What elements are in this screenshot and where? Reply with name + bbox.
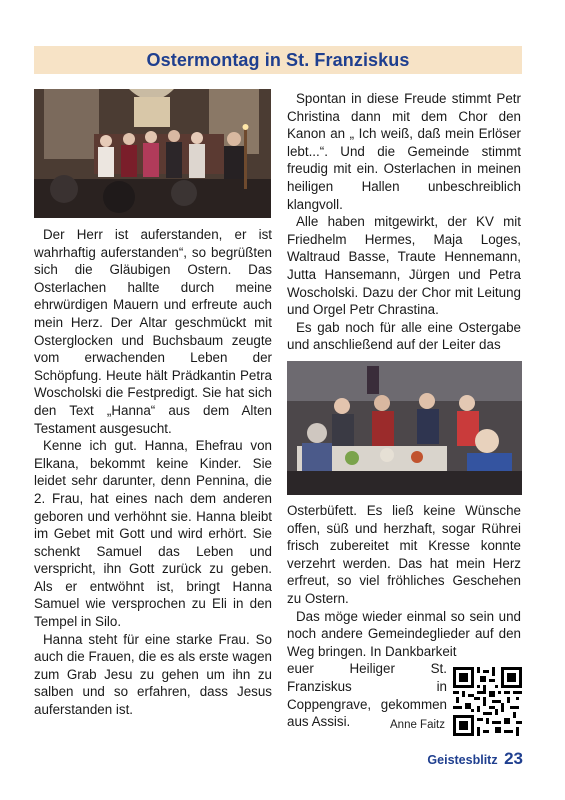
paragraph: Osterbüfett. Es ließ keine Wünsche offen, süß und herzhaft, sogar Rührei frisch zubereitet mit Kresse konnte verzehrt werden. Das hat mein Herz erfreut, so viel fröhliches Geschehen zu Ostern. <box>287 503 521 606</box>
buffet-photo <box>287 361 522 495</box>
title-banner <box>34 46 522 74</box>
qr-code-icon[interactable] <box>453 667 522 736</box>
choir-photo <box>34 89 271 218</box>
right-column-top <box>287 90 521 354</box>
paragraph: euer Heiliger St. Franziskus in Coppengrave, gekommen aus Assisi. <box>287 661 447 730</box>
paragraph: Der Herr ist auferstanden, er ist wahrhaftig auferstanden“, so begrüßten sich die Gläubigen Ostern. Das Osterlachen hallte durch meine ehrwürdigen Mauern und erfreute auch mein Herz. Der Altar geschmückt mit Osterglocken und Buchsbaum zeugte vom erwachenden Leben der Schöpfung. Heute hält Prädkantin Petra Woscholski die Festpredigt. Sie hat sich den Text „Hanna“ aus dem Alten Testament ausgesucht. <box>34 227 272 436</box>
article-title: Ostermontag in St. Franziskus <box>146 49 410 70</box>
page-footer <box>427 749 523 769</box>
magazine-name: Geistesblitz <box>427 753 498 767</box>
author-signature: Anne Faitz <box>390 719 445 731</box>
paragraph: Kenne ich gut. Hanna, Ehefrau von Elkana, bekommt keine Kinder. Sie leidet sehr darunter, denn Pennina, die 2. Frau, hat eines nach dem anderen geboren und verhöhnt sie. Hanna bleibt im Gebet mit Gott und wird erhört. Sie schenkt Samuel das Leben und verspricht, ihn Gott zurück zu geben. Als er entwöhnt ist, bringt Hanna Samuel wie versprochen zu Eli in den Tempel in Silo. <box>34 438 272 630</box>
paragraph: Das möge wieder einmal so sein und noch andere Gemeindeglieder auf den Weg bringen. In Dankbarkeit <box>287 608 521 659</box>
paragraph: Spontan in diese Freude stimmt Petr Christina dann mit dem Chor den Kanon an „ Ich weiß, daß mein Erlöser lebt...“. Und die Gemeinde stimmt freudig mit ein. Osterlachen in meinen heiligen Hallen unbeschreiblich klangvoll. <box>287 91 521 212</box>
paragraph: Alle haben mitgewirkt, der KV mit Friedhelm Hermes, Maja Loges, Waltraud Basse, Traute Hennemann, Jutta Hansemann, Jürgen und Petra Woscholski. Dazu der Chor mit Leitung und Orgel Petr Chrastina. <box>287 214 521 318</box>
left-column <box>34 226 272 719</box>
page-number: 23 <box>504 749 523 768</box>
paragraph: Es gab noch für alle eine Ostergabe und anschließend auf der Leiter das <box>287 319 521 353</box>
paragraph: Hanna steht für eine starke Frau. So auch die Frauen, die es als erste wagen zum Grab Jesu zu gehen um ihn zu salben und so erfahren, dass Jesus auferstanden ist. <box>34 631 272 718</box>
